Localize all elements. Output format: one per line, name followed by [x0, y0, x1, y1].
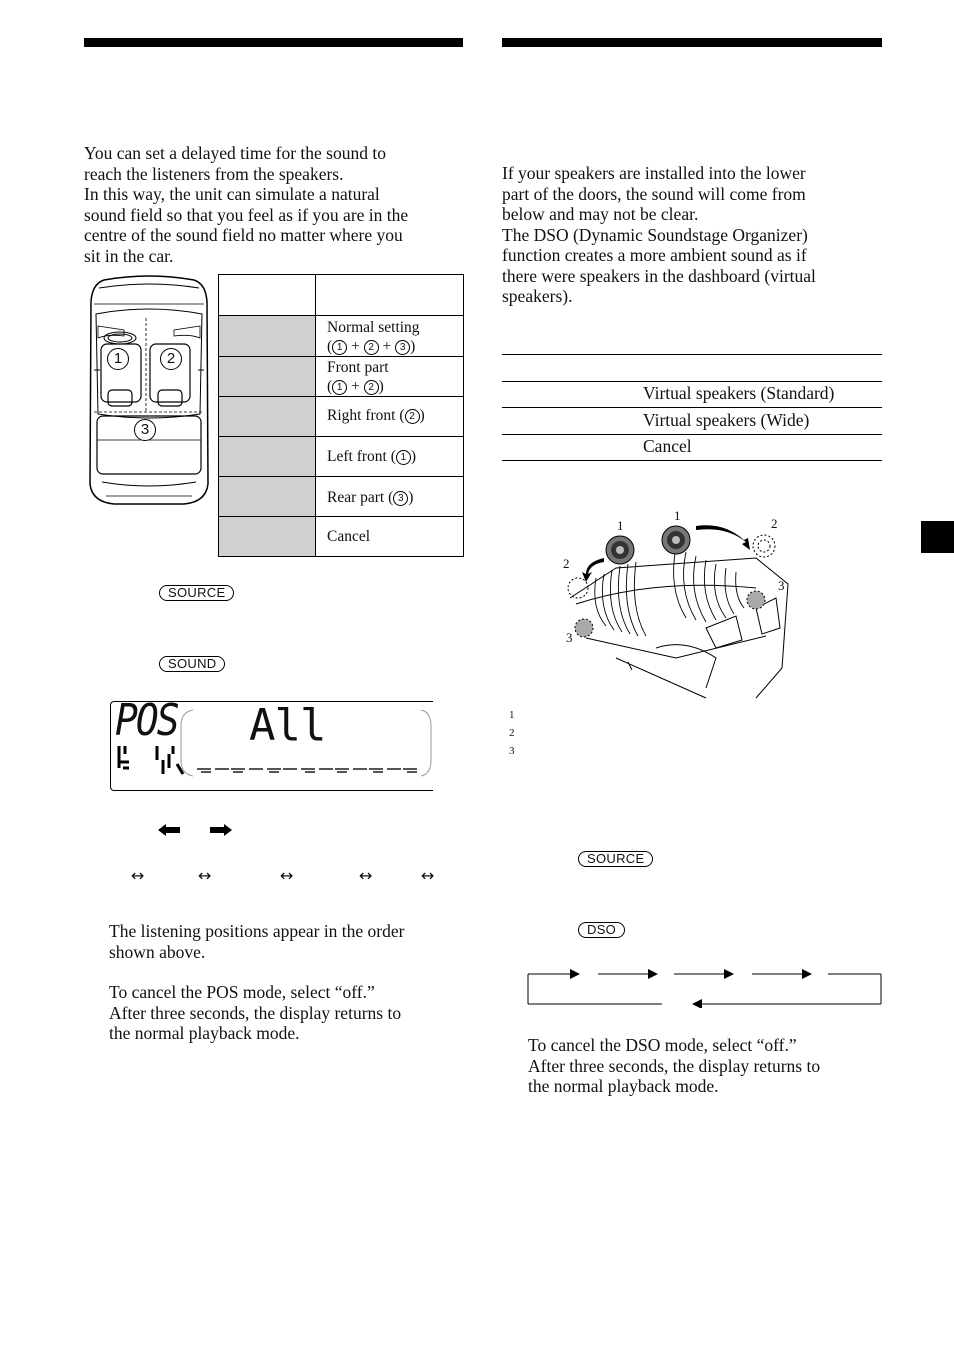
dso-row-cancel: Cancel [643, 436, 692, 456]
table-row-rear: Rear part ( 3 ) [327, 489, 414, 506]
legend-number: 2 [509, 727, 515, 739]
circled-1: 1 [332, 340, 347, 355]
circled-1: 1 [332, 380, 347, 395]
double-arrow-icon: ↔ [198, 866, 212, 885]
double-arrow-icon: ↔ [359, 866, 373, 885]
right-header-rule [502, 38, 882, 47]
intro-line: You can set a delayed time for the sound to [84, 143, 386, 163]
dso-button[interactable]: DSO [578, 922, 625, 938]
circled-3: 3 [395, 340, 410, 355]
dso-cycle-diagram [526, 964, 884, 1008]
right-arrow-icon [208, 823, 234, 837]
intro-line: In this way, the unit can simulate a natural [84, 184, 380, 204]
position-table [218, 274, 464, 557]
dso-row-standard: Virtual speakers (Standard) [643, 383, 835, 403]
source-button[interactable]: SOURCE [159, 585, 234, 601]
left-arrow-icon [156, 823, 182, 837]
section-tab-marker [921, 521, 954, 553]
car-top-view-illustration [84, 274, 214, 510]
legend-number: 1 [509, 709, 515, 721]
left-intro [84, 143, 464, 266]
table-row-normal: Normal setting ( 1 + 2 + 3 ) [327, 319, 420, 355]
table-row-cancel: Cancel [327, 528, 371, 545]
illus-label-1b: 1 [674, 508, 681, 523]
dso-table [502, 354, 882, 462]
table-gray-cell [219, 316, 315, 356]
dso-row-wide: Virtual speakers (Wide) [643, 410, 810, 430]
car-interior-speaker-illustration [556, 508, 796, 704]
illus-label-3a: 3 [778, 578, 785, 593]
table-row-left-front: Left front ( 1 ) [327, 448, 417, 465]
intro-line: sound field so that you feel as if you are in the [84, 204, 409, 225]
source-button-right[interactable]: SOURCE [578, 851, 653, 867]
illus-label-1a: 1 [617, 518, 624, 533]
right-note-cancel: To cancel the DSO mode, select “off.” After three seconds, the display returns to the normal playback mode. [528, 1035, 821, 1096]
lcd-display [110, 701, 433, 791]
table-row-right-front: Right front ( 2 ) [327, 407, 425, 424]
legend-number: 3 [509, 745, 515, 757]
circled-3: 3 [393, 491, 408, 506]
car-position-2-label: 2 [160, 348, 182, 370]
intro-line: sit in the car. [84, 245, 174, 266]
table-gray-cell [219, 357, 315, 396]
double-arrow-icon: ↔ [280, 866, 294, 885]
illus-label-3b: 3 [566, 630, 573, 645]
left-header-rule [84, 38, 463, 47]
table-gray-cell [219, 437, 315, 476]
car-position-3-label: 3 [134, 419, 156, 441]
circled-2: 2 [364, 340, 379, 355]
circled-2: 2 [405, 409, 420, 424]
circled-1: 1 [396, 450, 411, 465]
double-arrow-icon: ↔ [131, 866, 145, 885]
illus-label-2b: 2 [563, 556, 570, 571]
sound-button[interactable]: SOUND [159, 656, 225, 672]
left-note-order: The listening positions appear in the order shown above. [109, 921, 405, 962]
lcd-value-text: All [249, 701, 326, 751]
circled-2: 2 [364, 380, 379, 395]
left-note-cancel: To cancel the POS mode, select “off.” After three seconds, the display returns to the normal playback mode. [109, 982, 402, 1043]
right-intro: If your speakers are installed into the lower part of the doors, the sound will come from below and may not be clear. The DSO (Dynamic Soundstage Organizer) function creates a more ambient sound as if there were speakers in the dashboard (virtual speakers). [502, 163, 816, 306]
double-arrow-icon: ↔ [421, 866, 435, 885]
intro-line: reach the listeners from the speakers. [84, 163, 344, 184]
table-gray-cell [219, 517, 315, 556]
lcd-mode-text: POS [115, 701, 178, 746]
car-position-1-label: 1 [107, 348, 129, 370]
table-gray-cell [219, 397, 315, 436]
intro-line: centre of the sound field no matter where you [84, 225, 403, 245]
illus-label-2a: 2 [771, 516, 778, 531]
table-row-front: Front part ( 1 + 2 ) [327, 359, 389, 395]
table-gray-cell [219, 477, 315, 516]
